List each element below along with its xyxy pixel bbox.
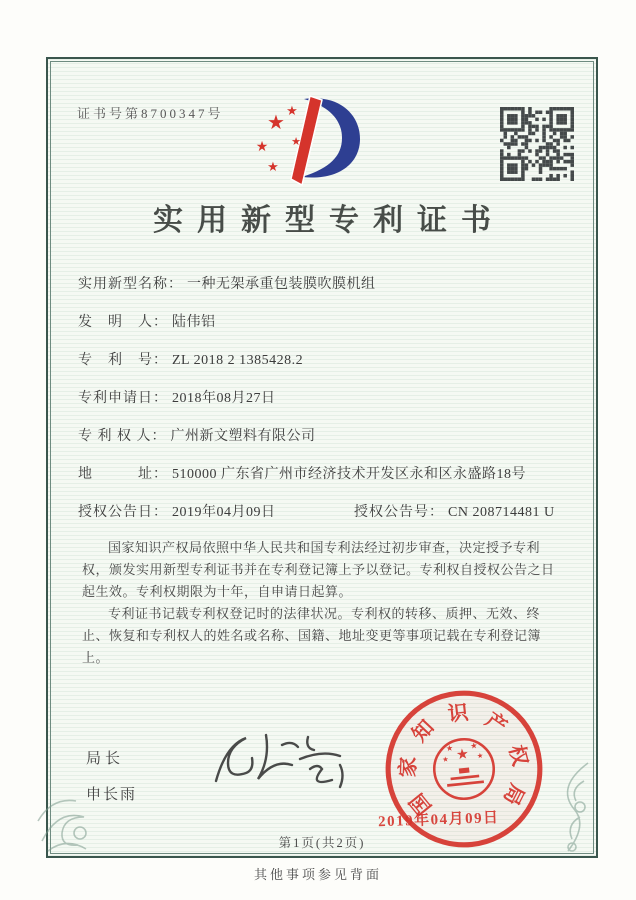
svg-text:识: 识 bbox=[446, 702, 470, 727]
field-label: 授权公告日： bbox=[78, 505, 168, 520]
svg-text:★: ★ bbox=[267, 160, 279, 175]
page-number: 第1页(共2页) bbox=[278, 836, 366, 850]
cnipa-patent-logo-icon bbox=[246, 93, 366, 191]
svg-text:家: 家 bbox=[397, 756, 421, 778]
field-value: 2018年08月27日 bbox=[172, 391, 276, 406]
svg-text:★: ★ bbox=[469, 740, 479, 751]
legal-paragraphs bbox=[82, 537, 564, 669]
field-row-inventor bbox=[78, 313, 578, 351]
field-label: 授权公告号： bbox=[354, 505, 444, 520]
certificate-frame bbox=[46, 57, 598, 858]
back-side-note: 其他事项参见背面 bbox=[253, 867, 382, 882]
handwritten-signature bbox=[186, 723, 366, 809]
seal-date-stamp: 2019年04月09日 bbox=[377, 810, 500, 831]
field-value: CN 208714481 U bbox=[448, 505, 555, 520]
field-label: 实用新型名称： bbox=[78, 277, 183, 292]
field-value: 510000 广东省广州市经济技术开发区永和区永盛路18号 bbox=[172, 467, 526, 482]
field-value: 2019年04月09日 bbox=[172, 505, 276, 520]
field-label: 发 明 人： bbox=[78, 315, 168, 330]
svg-text:★: ★ bbox=[267, 110, 285, 134]
certificate-title: 实用新型专利证书 bbox=[153, 204, 505, 237]
svg-text:★: ★ bbox=[286, 104, 298, 119]
legal-paragraph-1: 国家知识产权局依照中华人民共和国专利法经过初步审查，决定授予专利权，颁发实用新型专利证书并在专利登记簿上予以登记。专利权自授权公告之日起生效。专利权期限为十年，自申请日起算。 bbox=[82, 540, 555, 599]
field-label: 地 址： bbox=[78, 467, 168, 482]
commissioner-name: 申长雨 bbox=[86, 787, 138, 803]
legal-paragraph-2: 专利证书记载专利权登记时的法律状况。专利权的转移、质押、无效、终止、恢复和专利权人的姓名或名称、国籍、地址变更等事项记载在专利登记簿上。 bbox=[82, 606, 542, 665]
field-row-filing-date bbox=[78, 389, 578, 427]
svg-text:★: ★ bbox=[291, 135, 301, 148]
field-value: 一种无架承重包装膜吹膜机组 bbox=[187, 277, 376, 292]
field-label: 专 利 号： bbox=[78, 353, 168, 368]
commissioner-title: 局长 bbox=[86, 751, 125, 767]
field-row-grant bbox=[78, 503, 578, 541]
svg-text:★: ★ bbox=[255, 139, 269, 155]
svg-text:局: 局 bbox=[498, 779, 528, 809]
svg-text:国: 国 bbox=[406, 788, 437, 819]
field-value: 广州新文塑料有限公司 bbox=[170, 429, 316, 444]
svg-text:知: 知 bbox=[408, 716, 439, 747]
field-row-name bbox=[78, 275, 578, 313]
certificate-number: 证书号第8700347号 bbox=[77, 106, 224, 121]
field-label: 专 利 权 人： bbox=[78, 429, 167, 444]
corner-ornament-left-icon bbox=[28, 771, 118, 861]
field-list bbox=[78, 275, 578, 541]
svg-text:★: ★ bbox=[445, 742, 454, 754]
field-row-address bbox=[78, 465, 578, 503]
qr-code-icon bbox=[500, 107, 574, 181]
field-value: ZL 2018 2 1385428.2 bbox=[172, 353, 304, 368]
svg-text:权: 权 bbox=[504, 743, 531, 769]
svg-text:★: ★ bbox=[455, 746, 470, 764]
svg-text:产: 产 bbox=[480, 708, 511, 739]
svg-text:★: ★ bbox=[441, 754, 450, 764]
field-label: 专利申请日： bbox=[78, 391, 168, 406]
field-value: 陆伟铝 bbox=[172, 315, 216, 330]
svg-text:★: ★ bbox=[476, 750, 484, 761]
field-row-patent-no bbox=[78, 351, 578, 389]
field-row-patentee bbox=[78, 427, 578, 465]
grant-number-pair bbox=[354, 503, 555, 523]
